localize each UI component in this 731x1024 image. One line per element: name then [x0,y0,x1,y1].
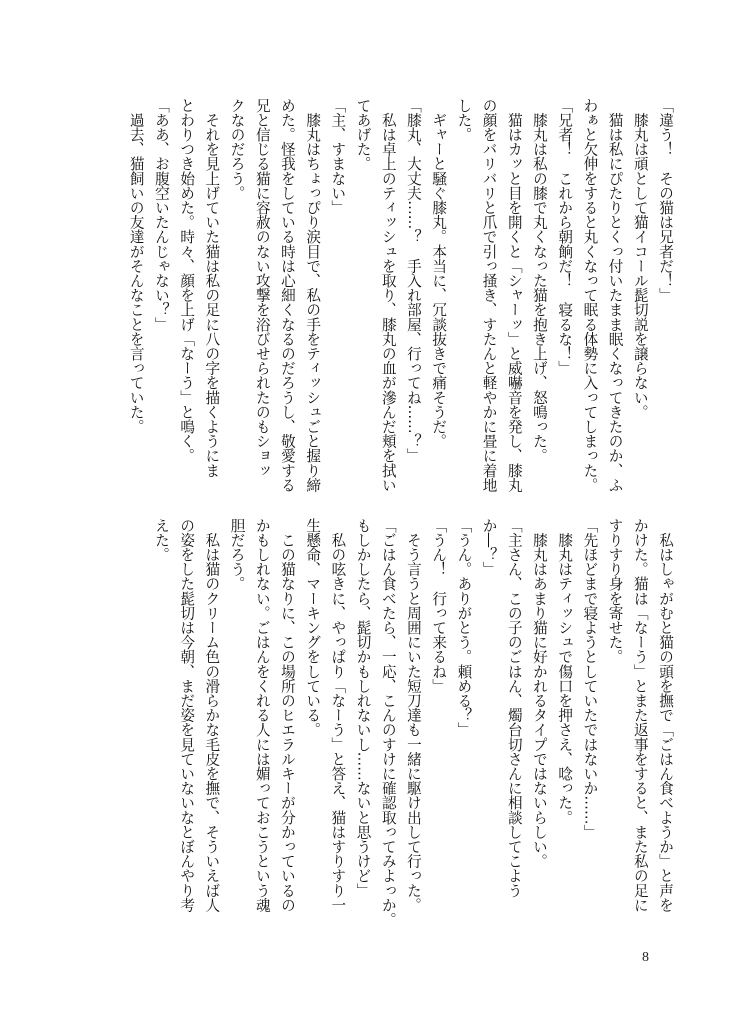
text-line: とわりつき始めた。時々、顔を上げ「なーう」と鳴く。 [178,98,196,463]
text-line: てあげた。 [354,98,372,171]
text-line: 猫はカッと目を開くと「シャーッ」と威嚇音を発し、膝丸 [505,98,523,493]
text-line: ギャーと騒ぐ膝丸。本当に、冗談抜きで痛そうだ。 [430,98,448,449]
text-line: 私の呟きに、やっぱり「なーう」と答え、猫はすりすり一 [329,518,347,913]
text-line: 「違う！ その猫は兄者だ！」 [657,98,674,303]
text-line: 膝丸は私の膝で丸くなった猫を抱き上げ、怒鳴った。 [530,98,548,463]
text-line: そう言うと周囲にいた短刀達も一緒に駆け出して行った。 [404,518,422,913]
text-line: か―？」 [480,518,498,577]
text-line: 膝丸は頑として猫イコール髭切説を譲らない。 [631,98,649,420]
text-line: 「主、すまない」 [329,98,347,215]
text-block-top [124,98,678,508]
text-line: 私は卓上のティッシュを取り、膝丸の血が滲んだ頬を拭い [379,98,397,493]
page-number: 8 [642,950,649,965]
text-block-bottom [149,518,678,938]
text-line: 私はしゃがむと猫の頭を撫で「ごはん食べようか」と声を [657,518,674,913]
text-line: 生懸命、マーキングをしている。 [304,518,322,737]
text-line: 「先ほどまで寝ようとしていたではないか……」 [581,518,599,840]
text-line: 「ああ、お腹空いたんじゃない？」 [152,98,170,332]
text-line: した。 [455,98,473,142]
text-line: わぁと欠伸をすると丸くなって眠る体勢に入ってしまった。 [581,98,599,493]
text-line: それを見上げていた猫は私の足に八の字を描くようにま [203,98,221,478]
text-line: 兄と信じる猫に容赦のない攻撃を浴びせられたのもショッ [253,98,271,478]
text-line: かけた。猫は「なーう」とまた返事をすると、また私の足に [631,518,649,913]
text-line: 過去、猫飼いの友達がそんなことを言っていた。 [127,98,145,434]
text-line: 膝丸はちょっぴり涙目で、私の手をティッシュごと握り締 [304,98,322,493]
text-line: 「兄者！ これから朝餉だ！ 寝るな！」 [556,98,574,376]
text-line: クなのだろう。 [228,98,246,201]
text-line: 「膝丸、大丈夫……？ 手入れ部屋、行ってね……？」 [404,98,422,463]
text-line: 「主さん、この子のごはん、燭台切さんに相談してこよう [505,518,523,898]
text-line: 猫は私にぴたりとくっ付いたまま眠くなってきたのか、ふ [606,98,624,493]
text-line: 「うん。ありがとう。頼める？」 [455,518,473,737]
text-line: かもしれない。ごはんをくれる人には媚っておこうという魂 [253,518,271,913]
text-line: すりすり身を寄せた。 [606,518,624,664]
text-line: の姿をした髭切は今朝、まだ姿を見ていないなとぼんやり考 [178,518,196,913]
text-line: 「ごはん食べたら、一応、こんのすけに確認取ってみよっか。 [379,518,397,927]
text-line: 胆だろう。 [228,518,246,591]
text-line: もしかしたら、髭切かもしれないし……ないと思うけど」 [354,518,372,898]
text-line: の顔をバリバリと爪で引っ掻き、すたんと軽やかに畳に着地 [480,98,498,493]
text-line: 私は猫のクリーム色の滑らかな毛皮を撫で、そういえば人 [203,518,221,913]
text-line: めた。怪我をしている時は心細くなるのだろうし、敬愛する [278,98,296,493]
text-line: 膝丸はティッシュで傷口を押さえ、唸った。 [556,518,574,825]
text-line: えた。 [152,518,170,562]
text-line: 膝丸はあまり猫に好かれるタイプではないらしい。 [530,518,548,869]
text-line: この猫なりに、この場所のヒエラルキーが分かっているの [278,518,296,913]
text-line: 「うん！ 行って来るね」 [430,518,448,694]
